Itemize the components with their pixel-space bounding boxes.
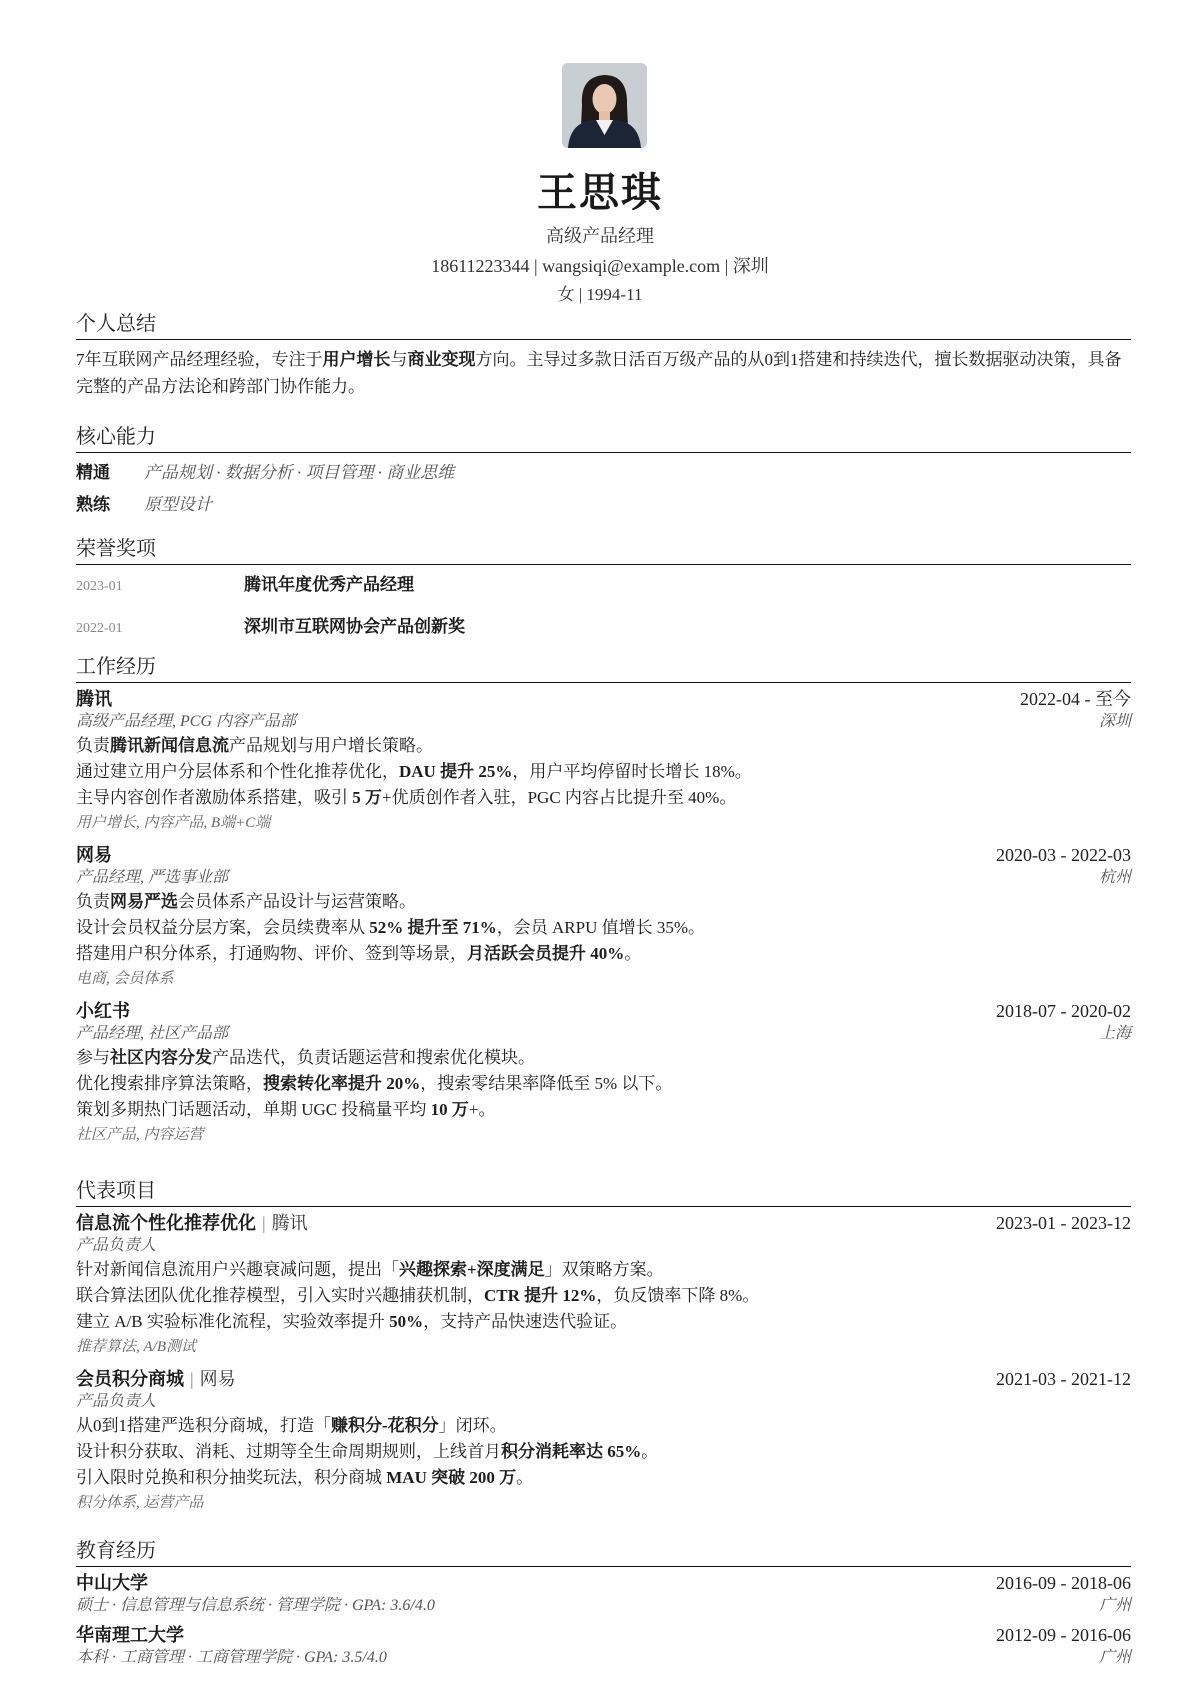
highlight-text: 赚积分-花积分	[331, 1416, 439, 1435]
highlight-text: 社区内容分发	[110, 1048, 212, 1067]
highlight-text: 用户增长	[322, 350, 391, 369]
line-text: 参与	[76, 1048, 110, 1067]
section-title: 教育经历	[76, 1536, 1131, 1567]
entry-subheader	[76, 1023, 1131, 1045]
bullet-line	[76, 1097, 1131, 1123]
award-row	[76, 607, 1131, 649]
bullet-line	[76, 1257, 1131, 1283]
line-text: ，负反馈率下降 8%。	[596, 1286, 760, 1305]
section-title: 个人总结	[76, 309, 1131, 340]
contact-info: 18611223344 | wangsiqi@example.com | 深圳	[431, 256, 769, 276]
highlight-text: 网易严选	[110, 892, 178, 911]
line-text: 设计会员权益分层方案，会员续费率从	[76, 918, 370, 937]
skill-row	[76, 457, 1131, 489]
project-title	[76, 1211, 308, 1235]
location: 深圳	[1098, 713, 1131, 730]
project-entry	[76, 1211, 1131, 1359]
bullet-line	[76, 785, 1131, 811]
skill-row	[76, 489, 1131, 521]
skill-level: 精通	[76, 463, 110, 482]
bullet-line	[76, 1309, 1131, 1335]
work-entry	[76, 687, 1131, 835]
highlight-text: 积分消耗率达 65%	[501, 1442, 642, 1461]
highlight-text: 腾讯新闻信息流	[110, 736, 229, 755]
work-section	[76, 652, 1131, 1155]
highlight-text: MAU 突破 200 万	[386, 1468, 517, 1487]
candidate-name: 王思琪	[537, 170, 663, 215]
entry-subheader	[76, 711, 1131, 733]
date-range: 2022-04 - 至今	[1020, 689, 1131, 709]
line-text: 会员体系产品设计与运营策略。	[178, 892, 416, 911]
entry-header	[76, 999, 1131, 1023]
date-range: 2023-01 - 2023-12	[996, 1213, 1131, 1233]
line-text: 搭建用户积分体系，打通购物、评价、签到等场景，	[76, 944, 467, 963]
school-name: 中山大学	[76, 1573, 148, 1593]
bullet-line	[76, 941, 1131, 967]
education-section	[76, 1536, 1131, 1675]
line-text: 优化搜索排序算法策略，	[76, 1074, 263, 1093]
entry-header	[76, 1367, 1131, 1391]
highlight-text: CTR 提升 12%	[484, 1286, 597, 1305]
line-text: 」双策略方案。	[544, 1260, 664, 1279]
degree-detail: 本科 · 工商管理 · 工商管理学院 · GPA: 3.5/4.0	[76, 1649, 387, 1666]
award-name: 深圳市互联网协会产品创新奖	[244, 617, 465, 636]
line-text: 负责	[76, 736, 110, 755]
company-name: 腾讯	[76, 689, 112, 709]
school-name: 华南理工大学	[76, 1625, 184, 1645]
project-role: 产品负责人	[76, 1237, 157, 1254]
bullet-line	[76, 1283, 1131, 1309]
entry-tags: 积分体系, 运营产品	[76, 1495, 204, 1511]
profile-photo	[562, 63, 647, 148]
separator: |	[190, 1369, 194, 1389]
bullet-line	[76, 733, 1131, 759]
line-text: 负责	[76, 892, 110, 911]
bullet-line	[76, 915, 1131, 941]
entry-header	[76, 1571, 1131, 1595]
portrait-image	[562, 63, 647, 148]
line-text: ，支持产品快速迭代验证。	[423, 1312, 628, 1331]
project-entry	[76, 1367, 1131, 1515]
location: 杭州	[1098, 869, 1131, 886]
entry-header	[76, 1211, 1131, 1235]
project-role: 产品负责人	[76, 1393, 157, 1410]
entry-tags: 社区产品, 内容运营	[76, 1127, 204, 1143]
section-title: 工作经历	[76, 652, 1131, 683]
section-title: 核心能力	[76, 422, 1131, 453]
project-name: 信息流个性化推荐优化	[76, 1213, 256, 1233]
highlight-text: 50%	[389, 1312, 424, 1331]
entry-subheader	[76, 867, 1131, 889]
line-text: +优质创作者入驻，PGC 内容占比提升至 40%。	[382, 788, 737, 807]
line-text: 产品规划与用户增长策略。	[229, 736, 433, 755]
award-date: 2022-01	[76, 621, 123, 636]
date-range: 2018-07 - 2020-02	[996, 1001, 1131, 1021]
company-name: 小红书	[76, 1001, 130, 1021]
education-entry	[76, 1571, 1131, 1617]
bullet-line	[76, 1071, 1131, 1097]
award-row	[76, 565, 1131, 607]
education-entry	[76, 1623, 1131, 1669]
bullet-line	[76, 1045, 1131, 1071]
highlight-text: 搜索转化率提升 20%	[263, 1074, 421, 1093]
work-list	[76, 687, 1131, 1147]
line-text: 7年互联网产品经理经验，专注于	[76, 350, 323, 369]
project-title	[76, 1367, 236, 1391]
bullet-line	[76, 889, 1131, 915]
line-text: 与	[390, 350, 408, 369]
personal-meta: 女 | 1994-11	[557, 285, 643, 304]
highlight-text: 52% 提升至 71%	[369, 918, 497, 937]
date-range: 2020-03 - 2022-03	[996, 845, 1131, 865]
position-dept: 高级产品经理, PCG 内容产品部	[76, 713, 297, 730]
highlight-text: 10 万	[430, 1100, 469, 1119]
entry-subheader	[76, 1595, 1131, 1617]
entry-tags: 用户增长, 内容产品, B端+C端	[76, 815, 271, 831]
bullet-line	[76, 1439, 1131, 1465]
location: 广州	[1098, 1649, 1131, 1666]
skill-list: 原型设计	[144, 495, 212, 514]
bullet-line	[76, 1465, 1131, 1491]
line-text: +。	[468, 1100, 496, 1119]
company-name: 网易	[76, 845, 112, 865]
degree-detail: 硕士 · 信息管理与信息系统 · 管理学院 · GPA: 3.6/4.0	[76, 1597, 435, 1614]
line-text: ，用户平均停留时长增长 18%。	[512, 762, 752, 781]
line-text: 方向。主导过多款日活百万级产品的从0到1搭建和持续迭代，擅长数据驱动决策，具备完整的产品方法论和跨部门协作能力。	[76, 350, 1122, 396]
position-dept: 产品经理, 严选事业部	[76, 869, 229, 886]
project-name: 会员积分商城	[76, 1369, 184, 1389]
entry-tags: 推荐算法, A/B测试	[76, 1339, 196, 1355]
project-company: 腾讯	[271, 1213, 308, 1233]
education-list	[76, 1571, 1131, 1669]
project-list	[76, 1211, 1131, 1515]
bullet-line	[76, 759, 1131, 785]
awards-section	[76, 534, 1131, 649]
entry-subheader	[76, 1647, 1131, 1669]
skills-section	[76, 422, 1131, 521]
line-text: ，搜索零结果率降低至 5% 以下。	[420, 1074, 673, 1093]
work-entry	[76, 999, 1131, 1147]
highlight-text: DAU 提升 25%	[399, 762, 513, 781]
date-range: 2021-03 - 2021-12	[996, 1369, 1131, 1389]
line-text: 。	[624, 944, 642, 963]
line-text: 。	[641, 1442, 659, 1461]
project-company: 网易	[199, 1369, 236, 1389]
job-title: 高级产品经理	[546, 226, 654, 246]
award-date: 2023-01	[76, 579, 123, 594]
line-text: ，会员 ARPU 值增长 35%。	[496, 918, 706, 937]
location: 广州	[1098, 1597, 1131, 1614]
section-title: 荣誉奖项	[76, 534, 1131, 565]
line-text: 引入限时兑换和积分抽奖玩法，积分商城	[76, 1468, 387, 1487]
summary-text	[76, 346, 1131, 400]
entry-header	[76, 687, 1131, 711]
bullet-line	[76, 1413, 1131, 1439]
entry-header	[76, 843, 1131, 867]
separator: |	[262, 1213, 266, 1233]
highlight-text: 兴趣探索+深度满足	[399, 1260, 545, 1279]
line-text: 设计积分获取、消耗、过期等全生命周期规则，上线首月	[76, 1442, 501, 1461]
date-range: 2016-09 - 2018-06	[996, 1573, 1131, 1593]
section-title: 代表项目	[76, 1176, 1131, 1207]
line-text: 建立 A/B 实验标准化流程，实验效率提升	[76, 1312, 390, 1331]
highlight-text: 5 万	[352, 788, 382, 807]
skill-level: 熟练	[76, 495, 110, 514]
position-dept: 产品经理, 社区产品部	[76, 1025, 229, 1042]
line-text: 从0到1搭建严选积分商城，打造「	[76, 1416, 331, 1435]
line-text: 针对新闻信息流用户兴趣衰减问题，提出「	[76, 1260, 399, 1279]
line-text: 。	[516, 1468, 534, 1487]
highlight-text: 月活跃会员提升 40%	[467, 944, 625, 963]
line-text: 联合算法团队优化推荐模型，引入实时兴趣捕获机制，	[76, 1286, 484, 1305]
award-name: 腾讯年度优秀产品经理	[244, 575, 414, 594]
location: 上海	[1098, 1025, 1131, 1042]
entry-tags: 电商, 会员体系	[76, 971, 174, 987]
line-text: 通过建立用户分层体系和个性化推荐优化，	[76, 762, 399, 781]
line-text: 」闭环。	[438, 1416, 507, 1435]
line-text: 产品迭代，负责话题运营和搜索优化模块。	[212, 1048, 535, 1067]
entry-header	[76, 1623, 1131, 1647]
date-range: 2012-09 - 2016-06	[996, 1625, 1131, 1645]
skill-list: 产品规划 · 数据分析 · 项目管理 · 商业思维	[144, 463, 455, 482]
highlight-text: 商业变现	[407, 350, 476, 369]
line-text: 主导内容创作者激励体系搭建，吸引	[76, 788, 353, 807]
line-text: 策划多期热门话题活动，单期 UGC 投稿量平均	[76, 1100, 431, 1119]
projects-section	[76, 1176, 1131, 1523]
summary-section	[76, 309, 1131, 400]
work-entry	[76, 843, 1131, 991]
